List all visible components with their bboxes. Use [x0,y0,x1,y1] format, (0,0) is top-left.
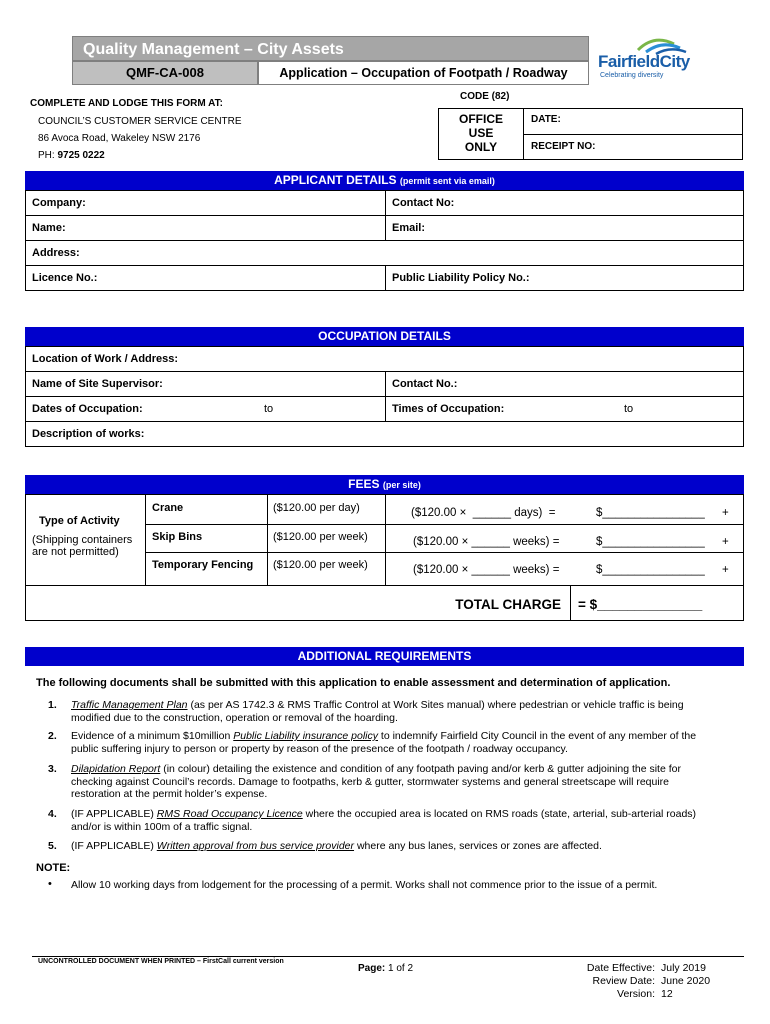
dates-field[interactable]: Dates of Occupation: [32,403,143,415]
req-5-link[interactable]: Written approval from bus service provider [156,840,355,852]
office-label-line3: ONLY [464,140,498,154]
req-3-number: 3. [48,763,57,775]
logo-text: FairfieldCity [598,52,690,71]
page-number [358,963,413,974]
fee-skip-name: Skip Bins [152,531,203,543]
note-label: NOTE: [36,862,71,874]
fees-title: FEES [348,477,380,491]
type-of-activity-cell [26,495,146,585]
req-2-link[interactable]: Public Liability insurance policy [233,730,378,742]
fee-fencing-rate: ($120.00 per week) [273,559,368,571]
req-4-link[interactable]: RMS Road Occupancy Licence [156,808,303,820]
uncontrolled-notice: UNCONTROLLED DOCUMENT WHEN PRINTED – FirstCall current version [38,958,284,965]
applicant-row-name [26,216,743,241]
fairfield-city-logo [596,34,746,84]
applicant-row-licence [26,266,743,291]
req-1-text [71,699,721,724]
applicant-subtitle: (permit sent via email) [399,176,495,186]
page-label: Page: [358,963,386,974]
fee-skip-plus: + [722,536,729,548]
req-4-text [71,808,721,833]
form-code: QMF-CA-008 [72,61,258,85]
version-value: 12 [661,988,673,1000]
name-field[interactable]: Name: [32,222,66,234]
req-1-number: 1. [48,699,57,711]
applicant-row-company [26,191,743,216]
fees-table [25,494,744,621]
req-1-link[interactable]: Traffic Management Plan [71,699,188,711]
office-use-label [439,109,524,159]
licence-field[interactable]: Licence No.: [32,272,98,284]
fee-crane-amount[interactable]: $________________ [596,507,705,519]
date-effective-label: Date Effective: [586,962,655,974]
occupation-contact-field[interactable]: Contact No.: [392,378,458,390]
office-label-line2: USE [468,126,494,140]
company-field[interactable]: Company: [32,197,86,209]
location-field[interactable]: Location of Work / Address: [32,353,179,365]
req-5-number: 5. [48,840,57,852]
review-date-value: June 2020 [661,975,711,987]
total-charge-value[interactable]: = $______________ [578,597,703,612]
req-2-post: to indemnify Fairfield City Council in the event of any member of the public suffering injury to person or property by reason of the presence of the footpath / roadway occupancy. [71,730,697,755]
requirements-title: ADDITIONAL REQUIREMENTS [297,649,472,663]
fees-header [25,475,744,494]
type-of-activity-label: Type of Activity [39,515,120,527]
lodge-phone [38,150,105,161]
address-field[interactable]: Address: [32,247,80,259]
requirements-intro: The following documents shall be submitted with this application to enable assessment and determination of application. [36,677,671,689]
note-bullet: • [48,878,52,890]
fee-fencing-calc[interactable]: ($120.00 × ______ weeks) = [413,564,560,576]
liability-field[interactable]: Public Liability Policy No.: [392,272,530,284]
req-4-number: 4. [48,808,57,820]
phone-number: 9725 0222 [57,150,105,161]
total-charge-label: TOTAL CHARGE [455,597,561,612]
fee-skip-calc[interactable]: ($120.00 × ______ weeks) = [413,536,560,548]
description-field[interactable]: Description of works: [32,428,145,440]
dates-to: to [264,403,274,415]
contact-field[interactable]: Contact No: [392,197,455,209]
req-3-post: (in colour) detailing the existence and condition of any footpath paving and/or kerb & gutter adjoining the site for checking against Council’s records. Damage to footpaths, kerb & gutter, stormwater systems and general streetscape will require restoration at the permit holder’s expense. [71,763,681,800]
fee-skip-amount[interactable]: $________________ [596,536,705,548]
occupation-grid [25,346,744,447]
lodge-address: 86 Avoca Road, Wakeley NSW 2176 [38,133,201,144]
requirements-header [25,647,744,666]
shipping-note: (Shipping containers are not permitted) [32,534,133,558]
page-value: 1 of 2 [385,963,414,974]
req-2-text [71,730,721,755]
fee-fencing-plus: + [722,564,729,576]
applicant-details-header [25,171,744,190]
note-text: Allow 10 working days from lodgement for the processing of a permit. Works shall not commence prior to the issue of a permit. [71,879,658,891]
office-code: CODE (82) [460,91,510,102]
fee-crane-calc[interactable]: ($120.00 × ______ days) = [411,507,556,519]
applicant-grid [25,190,744,291]
applicant-row-address [26,241,743,266]
office-label-line1: OFFICE [459,112,503,126]
office-date: DATE: [531,114,561,125]
req-1-post: (as per AS 1742.3 & RMS Traffic Control at Work Sites manual) where pedestrian or vehicle traffic is being modified due to the construction, operation or removal of the hoarding. [71,699,684,724]
req-4-post: where the occupied area is located on RMS roads (state, arterial, sub-arterial roads) and/or is within 100m of a traffic signal. [71,808,697,833]
office-receipt: RECEIPT NO: [531,141,596,152]
review-date-label: Review Date: [592,975,655,987]
phone-label: PH: [38,150,58,161]
lodge-centre: COUNCIL’S CUSTOMER SERVICE CENTRE [38,116,242,127]
form-application-title: Application – Occupation of Footpath / Roadway [258,61,589,85]
fee-fencing-name: Temporary Fencing [152,559,254,571]
req-2-number: 2. [48,730,57,742]
form-title: Quality Management – City Assets [72,36,589,61]
times-field[interactable]: Times of Occupation: [392,403,505,415]
lodge-heading: COMPLETE AND LODGE THIS FORM AT: [30,98,223,109]
fees-subtitle: (per site) [382,480,421,490]
req-5-pre: (IF APPLICABLE) [71,840,157,852]
occupation-row-dates [26,397,743,422]
footer-labels [560,962,655,1001]
occupation-title: OCCUPATION DETAILS [318,329,451,343]
office-use-box [438,108,743,160]
fee-fencing-amount[interactable]: $________________ [596,564,705,576]
fee-crane-rate: ($120.00 per day) [273,502,360,514]
footer-divider [32,956,744,957]
occupation-row-location [26,347,743,372]
occupation-row-supervisor [26,372,743,397]
times-to: to [624,403,634,415]
req-2-pre: Evidence of a minimum $10million [71,730,234,742]
fee-skip-rate: ($120.00 per week) [273,531,368,543]
req-4-pre: (IF APPLICABLE) [71,808,157,820]
version-label: Version: [617,988,655,1000]
req-5-post: where any bus lanes, services or zones are affected. [354,840,602,852]
footer-values [661,962,710,1001]
occupation-row-description [26,422,743,447]
supervisor-field[interactable]: Name of Site Supervisor: [32,378,163,390]
fee-crane-name: Crane [152,502,184,514]
date-effective-value: July 2019 [661,962,706,974]
req-5-text [71,840,721,853]
occupation-details-header [25,327,744,346]
email-field[interactable]: Email: [392,222,426,234]
logo-tagline: Celebrating diversity [600,72,664,79]
req-3-link[interactable]: Dilapidation Report [71,763,161,775]
applicant-title: APPLICANT DETAILS [274,173,397,187]
req-3-text [71,763,721,801]
fee-crane-plus: + [722,507,729,519]
